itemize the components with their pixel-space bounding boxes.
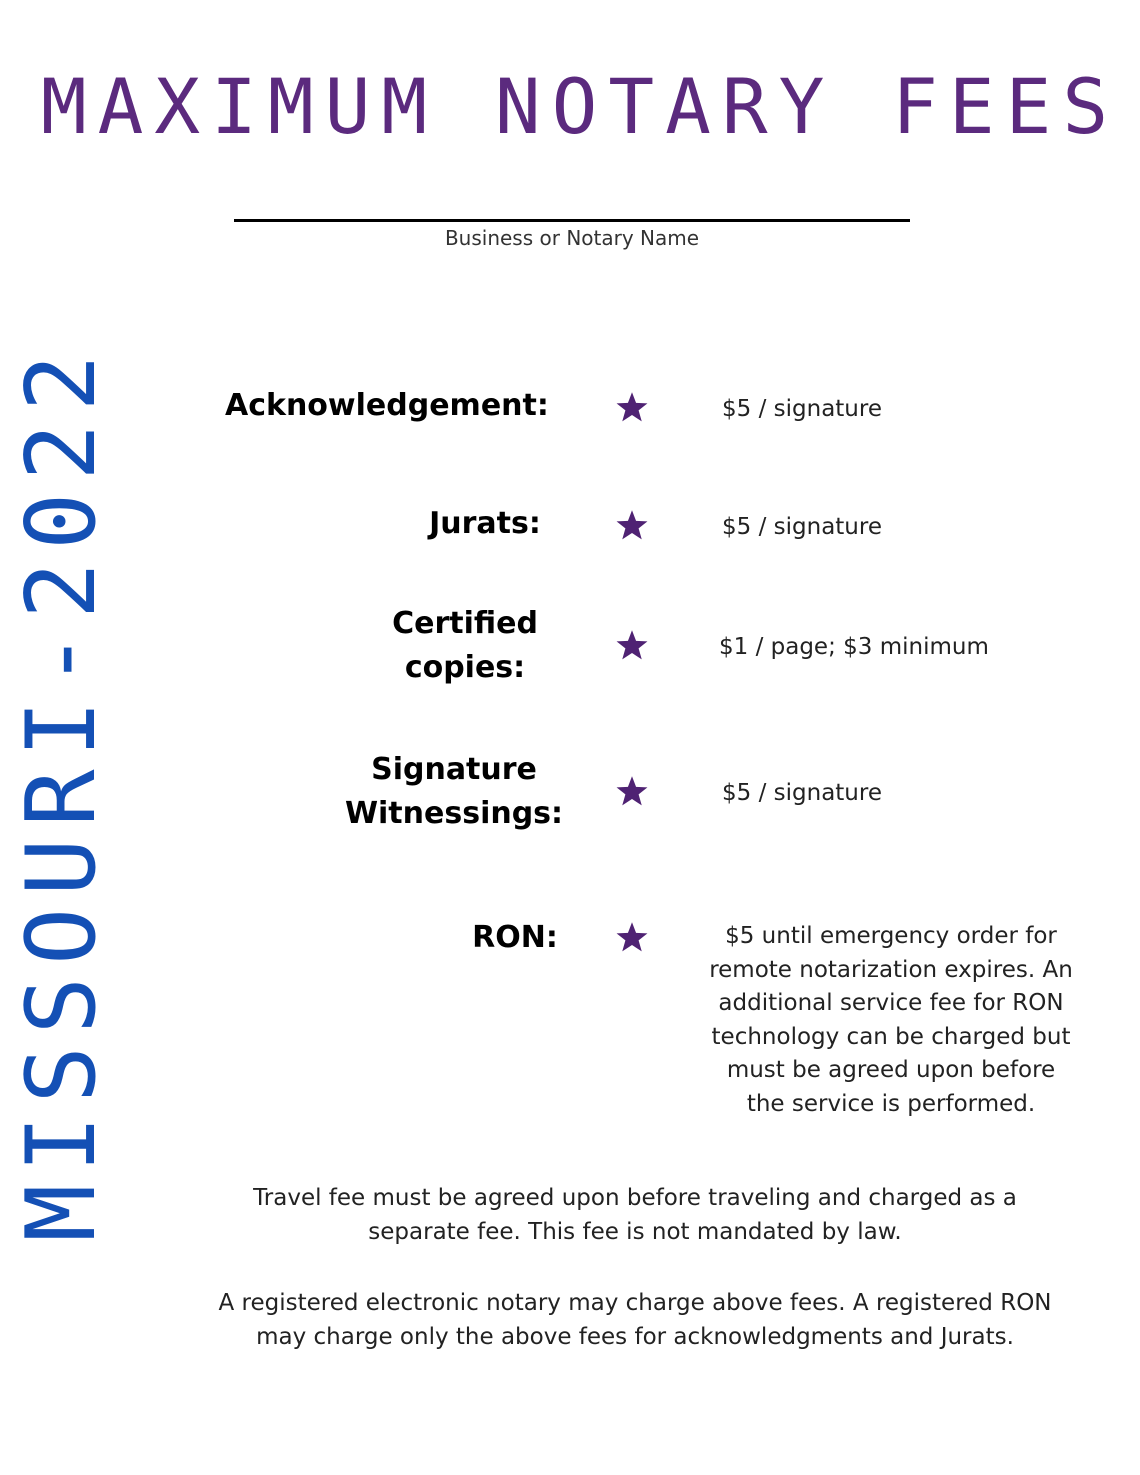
fee-label-line: RON:: [472, 920, 558, 955]
star-shape: [617, 392, 648, 421]
fee-value-acknowledgement: $5 / signature: [722, 396, 882, 422]
star-icon: [614, 774, 650, 810]
star-icon: [614, 390, 650, 426]
fee-label-signature-witnessings: [334, 748, 574, 836]
fee-label-line: Certified: [392, 606, 538, 641]
star-icon: [614, 508, 650, 544]
star-shape: [617, 776, 648, 805]
fee-label-certified-copies: [355, 602, 575, 690]
fee-label-line: Signature: [371, 752, 537, 787]
fee-label-line: Witnessings:: [344, 796, 564, 831]
fee-label-acknowledgement: [225, 384, 549, 428]
fee-value-jurats: $5 / signature: [722, 514, 882, 540]
fee-label-line: Acknowledgement:: [225, 388, 549, 423]
fee-value-signature-witnessings: $5 / signature: [722, 780, 882, 806]
star-icon: [614, 628, 650, 664]
page-title: MAXIMUM NOTARY FEES: [40, 62, 1120, 151]
name-signature-line: [234, 219, 910, 222]
star-shape: [617, 510, 648, 539]
star-shape: [617, 922, 648, 951]
state-year-banner: MISSOURI-2022: [7, 342, 117, 1242]
star-shape: [617, 630, 648, 659]
fee-label-line: copies:: [404, 650, 526, 685]
travel-fee-note: Travel fee must be agreed upon before traveling and charged as a separate fee. This fee is not mandated by law.: [253, 1185, 1017, 1245]
fee-label-line: Jurats:: [429, 506, 541, 541]
fee-value-certified-copies: $1 / page; $3 minimum: [719, 634, 989, 660]
fee-label-ron: [460, 916, 570, 960]
star-icon: [614, 920, 650, 956]
fee-value-ron: $5 until emergency order for remote notarization expires. An additional service fee for RON technology can be charged but must be agreed upon before the service is performed.: [709, 923, 1073, 1117]
fee-label-jurats: [410, 502, 560, 546]
name-field-caption: Business or Notary Name: [444, 226, 700, 250]
electronic-notary-note: A registered electronic notary may charge above fees. A registered RON may charge only the above fees for acknowledgments and Jurats.: [218, 1290, 1052, 1350]
